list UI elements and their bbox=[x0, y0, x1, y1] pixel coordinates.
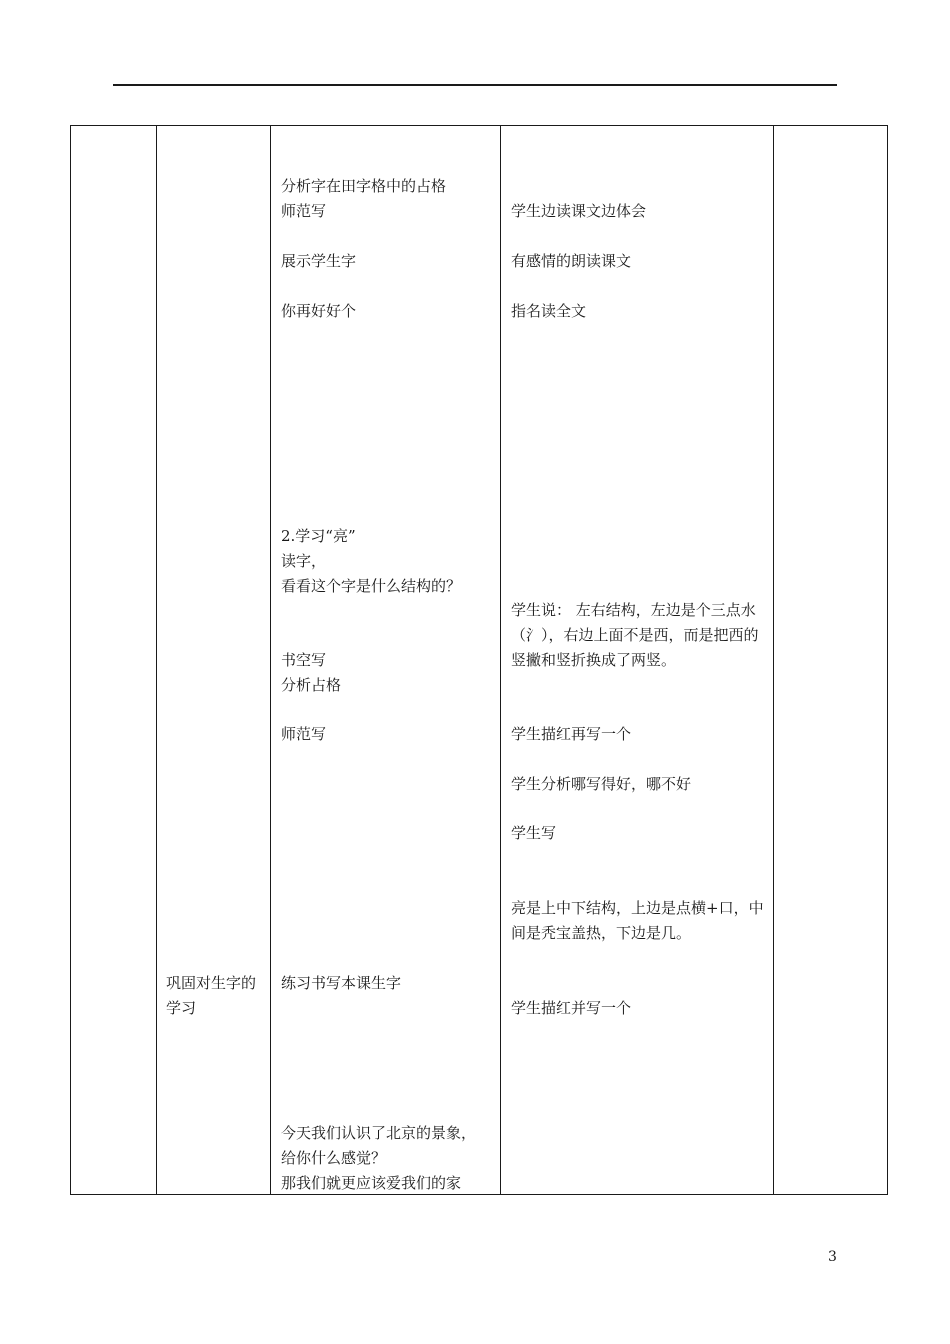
teacher-step-love-home: 那我们就更应该爱我们的家 bbox=[281, 1174, 462, 1192]
student-step-structure-answer: 学生说： 左右结构，左边是个三点水（氵），右边上面不是西，而是把西的竖撇和竖折换成了两竖。 bbox=[511, 601, 759, 669]
teacher-step-analyze-position: 分析字在田字格中的占格 bbox=[281, 177, 447, 195]
teacher-step-read-char: 读字， bbox=[281, 552, 327, 570]
student-step-write: 学生写 bbox=[511, 824, 557, 842]
student-step-emotional-reading: 有感情的朗读课文 bbox=[511, 252, 632, 270]
table-column-divider bbox=[156, 125, 157, 1195]
teacher-step-what-feeling: 给你什么感觉？ bbox=[281, 1149, 387, 1167]
page-number: 3 bbox=[828, 1249, 837, 1265]
teacher-step-show-writing: 展示学生字 bbox=[281, 252, 357, 270]
teacher-step-write-again: 你再好好个 bbox=[281, 302, 357, 320]
table-column-divider bbox=[773, 125, 774, 1195]
student-step-name-reading: 指名读全文 bbox=[511, 302, 587, 320]
student-step-trace-and-write: 学生描红再写一个 bbox=[511, 725, 632, 743]
student-step-read-and-feel: 学生边读课文边体会 bbox=[511, 202, 647, 220]
teacher-step-demo-2: 师范写 bbox=[281, 725, 327, 743]
teacher-step-look-structure: 看看这个字是什么结构的？ bbox=[281, 577, 462, 595]
table-column-divider bbox=[500, 125, 501, 1195]
teacher-step-air-writing: 书空写 bbox=[281, 651, 327, 669]
teacher-step-practice-writing: 练习书写本课生字 bbox=[281, 974, 402, 992]
header-rule bbox=[113, 84, 837, 86]
teacher-step-learn-liang: 2.学习“亮” bbox=[281, 527, 356, 545]
teacher-step-analyze-grid: 分析占格 bbox=[281, 676, 342, 694]
section-label-consolidate: 巩固对生字的学习 bbox=[166, 974, 257, 1017]
teacher-step-today-beijing: 今天我们认识了北京的景象， bbox=[281, 1124, 477, 1142]
teacher-step-demo: 师范写 bbox=[281, 202, 327, 220]
student-step-trace-and-write-one: 学生描红并写一个 bbox=[511, 999, 632, 1017]
student-step-analyze-quality: 学生分析哪写得好，哪不好 bbox=[511, 775, 692, 793]
student-step-liang-structure: 亮是上中下结构，上边是点横+口，中间是秃宝盖热，下边是几。 bbox=[511, 899, 764, 942]
table-column-divider bbox=[270, 125, 271, 1195]
